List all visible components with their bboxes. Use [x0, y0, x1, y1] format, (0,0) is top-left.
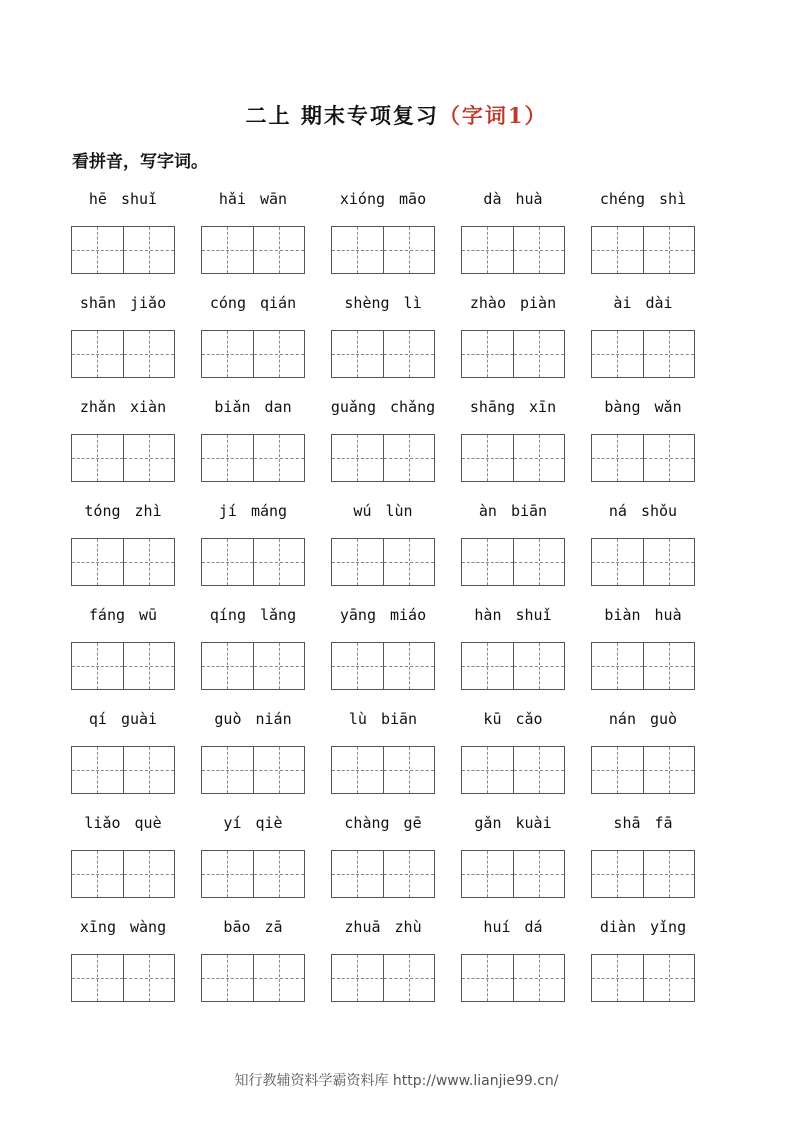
pinyin-label [590, 918, 696, 936]
tianzige-box[interactable] [202, 955, 253, 1001]
tianzige-box[interactable] [592, 539, 643, 585]
exercise-grid [70, 186, 720, 1018]
exercise-row [70, 602, 720, 706]
tianzige-box[interactable] [592, 227, 643, 273]
writing-boxes [331, 330, 435, 378]
pinyin-syllable: qí [88, 710, 107, 728]
pinyin-syllable: qián [260, 294, 297, 312]
tianzige-box[interactable] [253, 851, 305, 897]
pinyin-label [590, 814, 696, 832]
exercise-item [200, 394, 330, 498]
pinyin-label [330, 710, 436, 728]
pinyin-label [460, 710, 566, 728]
pinyin-label [330, 606, 436, 624]
pinyin-label [70, 918, 176, 936]
tianzige-box[interactable] [253, 539, 305, 585]
tianzige-box[interactable] [513, 331, 565, 377]
exercise-item [460, 602, 590, 706]
pinyin-syllable: hǎi [218, 190, 246, 208]
pinyin-syllable: lù [348, 710, 367, 728]
pinyin-label [460, 606, 566, 624]
exercise-item [200, 602, 330, 706]
exercise-item [200, 706, 330, 810]
tianzige-box[interactable] [332, 539, 383, 585]
pinyin-label [330, 294, 436, 312]
pinyin-syllable: cǎo [515, 710, 543, 728]
tianzige-box[interactable] [643, 227, 695, 273]
writing-boxes [591, 538, 695, 586]
tianzige-box[interactable] [332, 643, 383, 689]
writing-boxes [331, 642, 435, 690]
pinyin-syllable: tóng [84, 502, 121, 520]
pinyin-syllable: guò [650, 710, 678, 728]
exercise-item [200, 290, 330, 394]
exercise-item [460, 290, 590, 394]
writing-boxes [461, 330, 565, 378]
exercise-item [330, 394, 460, 498]
tianzige-box[interactable] [332, 851, 383, 897]
pinyin-syllable: xióng [339, 190, 386, 208]
exercise-item [330, 498, 460, 602]
pinyin-label [70, 710, 176, 728]
pinyin-label [590, 294, 696, 312]
pinyin-label [70, 814, 176, 832]
pinyin-syllable: cóng [209, 294, 246, 312]
pinyin-syllable: guǎng [330, 398, 376, 416]
tianzige-box[interactable] [253, 747, 305, 793]
tianzige-box[interactable] [383, 435, 435, 481]
pinyin-syllable: wān [260, 190, 288, 208]
tianzige-box[interactable] [202, 747, 253, 793]
tianzige-box[interactable] [253, 955, 305, 1001]
pinyin-label [330, 398, 436, 416]
pinyin-syllable: xīn [529, 398, 557, 416]
tianzige-box[interactable] [643, 643, 695, 689]
pinyin-syllable: shì [659, 190, 687, 208]
tianzige-box[interactable] [643, 747, 695, 793]
writing-boxes [461, 434, 565, 482]
title-main: 二上 期末专项复习 [245, 103, 439, 128]
tianzige-box[interactable] [123, 539, 175, 585]
pinyin-syllable: máng [250, 502, 288, 520]
tianzige-box[interactable] [643, 331, 695, 377]
tianzige-box[interactable] [462, 539, 513, 585]
pinyin-syllable: huí [483, 918, 511, 936]
pinyin-syllable: lùn [385, 502, 413, 520]
writing-boxes [201, 226, 305, 274]
pinyin-syllable: hē [88, 190, 107, 208]
tianzige-box[interactable] [513, 955, 565, 1001]
pinyin-syllable: biǎn [214, 398, 251, 416]
tianzige-box[interactable] [202, 331, 253, 377]
pinyin-syllable: bāo [223, 918, 251, 936]
tianzige-box[interactable] [513, 435, 565, 481]
tianzige-box[interactable] [72, 955, 123, 1001]
writing-boxes [591, 434, 695, 482]
writing-boxes [591, 330, 695, 378]
tianzige-box[interactable] [513, 643, 565, 689]
tianzige-box[interactable] [332, 331, 383, 377]
pinyin-syllable: xiàn [130, 398, 167, 416]
pinyin-syllable: yí [223, 814, 242, 832]
tianzige-box[interactable] [123, 435, 175, 481]
tianzige-box[interactable] [592, 955, 643, 1001]
pinyin-syllable: què [134, 814, 162, 832]
pinyin-label [460, 398, 566, 416]
exercise-item [590, 290, 720, 394]
exercise-item [70, 186, 200, 290]
tianzige-box[interactable] [462, 227, 513, 273]
exercise-item [200, 186, 330, 290]
writing-boxes [331, 954, 435, 1002]
exercise-row [70, 394, 720, 498]
tianzige-box[interactable] [253, 435, 305, 481]
tianzige-box[interactable] [332, 227, 383, 273]
pinyin-syllable: shā [613, 814, 641, 832]
writing-boxes [461, 746, 565, 794]
tianzige-box[interactable] [123, 851, 175, 897]
pinyin-syllable: shān [79, 294, 116, 312]
pinyin-syllable: huà [654, 606, 682, 624]
pinyin-syllable: chéng [599, 190, 646, 208]
tianzige-box[interactable] [592, 435, 643, 481]
tianzige-box[interactable] [253, 331, 305, 377]
writing-boxes [201, 538, 305, 586]
writing-boxes [71, 226, 175, 274]
pinyin-label [330, 814, 436, 832]
pinyin-syllable: chǎng [390, 398, 436, 416]
exercise-item [460, 914, 590, 1018]
pinyin-syllable: zhào [469, 294, 506, 312]
pinyin-label [70, 190, 176, 208]
exercise-item [590, 602, 720, 706]
pinyin-syllable: bàng [604, 398, 641, 416]
writing-boxes [591, 746, 695, 794]
exercise-item [590, 810, 720, 914]
tianzige-box[interactable] [123, 747, 175, 793]
tianzige-box[interactable] [592, 851, 643, 897]
writing-boxes [201, 642, 305, 690]
pinyin-syllable: guò [214, 710, 242, 728]
writing-boxes [71, 954, 175, 1002]
pinyin-label [200, 502, 306, 520]
pinyin-syllable: shāng [469, 398, 516, 416]
exercise-row [70, 186, 720, 290]
tianzige-box[interactable] [202, 435, 253, 481]
tianzige-box[interactable] [462, 643, 513, 689]
exercise-row [70, 498, 720, 602]
pinyin-syllable: gē [403, 814, 422, 832]
pinyin-label [590, 190, 696, 208]
pinyin-syllable: māo [399, 190, 427, 208]
writing-boxes [331, 226, 435, 274]
writing-boxes [201, 850, 305, 898]
tianzige-box[interactable] [643, 955, 695, 1001]
pinyin-label [70, 502, 176, 520]
exercise-item [460, 706, 590, 810]
pinyin-syllable: hàn [474, 606, 502, 624]
exercise-row [70, 810, 720, 914]
writing-boxes [461, 850, 565, 898]
pinyin-syllable: gǎn [474, 814, 502, 832]
writing-boxes [591, 642, 695, 690]
tianzige-box[interactable] [202, 227, 253, 273]
pinyin-syllable: ná [608, 502, 627, 520]
pinyin-label [590, 502, 696, 520]
page-title [0, 100, 793, 130]
pinyin-label [70, 294, 176, 312]
exercise-item [70, 498, 200, 602]
writing-boxes [71, 746, 175, 794]
pinyin-syllable: diàn [599, 918, 636, 936]
tianzige-box[interactable] [592, 747, 643, 793]
pinyin-syllable: lǎng [260, 606, 297, 624]
pinyin-syllable: dà [483, 190, 502, 208]
exercise-item [330, 706, 460, 810]
pinyin-syllable: dài [645, 294, 673, 312]
exercise-item [200, 810, 330, 914]
pinyin-syllable: wú [353, 502, 372, 520]
pinyin-syllable: xīng [79, 918, 116, 936]
writing-boxes [461, 538, 565, 586]
writing-boxes [461, 226, 565, 274]
writing-boxes [461, 954, 565, 1002]
tianzige-box[interactable] [202, 643, 253, 689]
exercise-item [70, 394, 200, 498]
pinyin-syllable: chàng [344, 814, 390, 832]
tianzige-box[interactable] [123, 331, 175, 377]
tianzige-box[interactable] [202, 851, 253, 897]
pinyin-label [590, 398, 696, 416]
pinyin-syllable: jiǎo [130, 294, 167, 312]
exercise-item [330, 186, 460, 290]
writing-boxes [591, 226, 695, 274]
exercise-item [590, 394, 720, 498]
tianzige-box[interactable] [72, 331, 123, 377]
pinyin-label [200, 294, 306, 312]
tianzige-box[interactable] [72, 539, 123, 585]
pinyin-syllable: biān [510, 502, 548, 520]
pinyin-syllable: shuǐ [515, 606, 552, 624]
tianzige-box[interactable] [592, 643, 643, 689]
writing-boxes [591, 954, 695, 1002]
exercise-item [70, 810, 200, 914]
pinyin-syllable: wǎn [654, 398, 682, 416]
pinyin-syllable: zhù [394, 918, 422, 936]
tianzige-box[interactable] [123, 227, 175, 273]
writing-boxes [201, 954, 305, 1002]
exercise-item [70, 290, 200, 394]
pinyin-label [70, 606, 176, 624]
pinyin-label [200, 710, 306, 728]
exercise-item [460, 394, 590, 498]
exercise-item [590, 914, 720, 1018]
pinyin-syllable: miáo [390, 606, 427, 624]
tianzige-box[interactable] [643, 851, 695, 897]
pinyin-label [460, 190, 566, 208]
tianzige-box[interactable] [72, 227, 123, 273]
pinyin-syllable: liǎo [84, 814, 121, 832]
pinyin-label [200, 918, 306, 936]
tianzige-box[interactable] [513, 747, 565, 793]
footer-text: 知行教辅资料学霸资料库 http://www.lianjie99.cn/ [234, 1073, 559, 1089]
pinyin-label [590, 606, 696, 624]
pinyin-syllable: ài [613, 294, 632, 312]
pinyin-syllable: zhǎn [79, 398, 116, 416]
pinyin-label [460, 918, 566, 936]
tianzige-box[interactable] [462, 331, 513, 377]
tianzige-box[interactable] [202, 539, 253, 585]
tianzige-box[interactable] [383, 331, 435, 377]
pinyin-syllable: zā [264, 918, 283, 936]
pinyin-label [460, 814, 566, 832]
tianzige-box[interactable] [253, 227, 305, 273]
pinyin-syllable: jí [218, 502, 237, 520]
exercise-item [460, 498, 590, 602]
writing-boxes [331, 538, 435, 586]
writing-boxes [201, 434, 305, 482]
pinyin-label [330, 502, 436, 520]
pinyin-syllable: fā [654, 814, 673, 832]
exercise-row [70, 290, 720, 394]
tianzige-box[interactable] [123, 955, 175, 1001]
exercise-item [200, 498, 330, 602]
pinyin-label [330, 190, 436, 208]
pinyin-label [590, 710, 696, 728]
tianzige-box[interactable] [592, 331, 643, 377]
exercise-item [330, 914, 460, 1018]
instruction-text: 看拼音，写字词。 [72, 152, 208, 172]
pinyin-label [330, 918, 436, 936]
tianzige-box[interactable] [332, 955, 383, 1001]
exercise-item [70, 602, 200, 706]
writing-boxes [71, 642, 175, 690]
tianzige-box[interactable] [383, 643, 435, 689]
exercise-item [70, 914, 200, 1018]
exercise-item [590, 186, 720, 290]
tianzige-box[interactable] [253, 643, 305, 689]
pinyin-syllable: wū [139, 606, 158, 624]
tianzige-box[interactable] [462, 851, 513, 897]
pinyin-label [200, 190, 306, 208]
pinyin-label [200, 398, 306, 416]
tianzige-box[interactable] [72, 747, 123, 793]
tianzige-box[interactable] [462, 435, 513, 481]
tianzige-box[interactable] [383, 955, 435, 1001]
tianzige-box[interactable] [72, 851, 123, 897]
tianzige-box[interactable] [513, 539, 565, 585]
pinyin-syllable: qíng [209, 606, 246, 624]
pinyin-syllable: lì [403, 294, 422, 312]
tianzige-box[interactable] [462, 955, 513, 1001]
pinyin-label [200, 814, 306, 832]
pinyin-syllable: dan [264, 398, 292, 416]
pinyin-syllable: zhuā [344, 918, 381, 936]
pinyin-syllable: wàng [130, 918, 167, 936]
tianzige-box[interactable] [513, 851, 565, 897]
pinyin-syllable: qiè [255, 814, 283, 832]
exercise-item [200, 914, 330, 1018]
tianzige-box[interactable] [643, 435, 695, 481]
title-sub: （字词1） [438, 103, 548, 128]
exercise-item [330, 810, 460, 914]
exercise-item [460, 810, 590, 914]
writing-boxes [331, 434, 435, 482]
exercise-item [590, 498, 720, 602]
writing-boxes [71, 330, 175, 378]
writing-boxes [71, 538, 175, 586]
tianzige-box[interactable] [383, 851, 435, 897]
pinyin-syllable: kū [483, 710, 502, 728]
pinyin-syllable: shǒu [640, 502, 678, 520]
writing-boxes [71, 434, 175, 482]
pinyin-syllable: àn [478, 502, 497, 520]
tianzige-box[interactable] [72, 643, 123, 689]
tianzige-box[interactable] [332, 747, 383, 793]
tianzige-box[interactable] [513, 227, 565, 273]
exercise-row [70, 914, 720, 1018]
writing-boxes [461, 642, 565, 690]
writing-boxes [331, 746, 435, 794]
pinyin-syllable: shèng [344, 294, 390, 312]
pinyin-syllable: fáng [88, 606, 126, 624]
writing-boxes [331, 850, 435, 898]
exercise-item [330, 290, 460, 394]
pinyin-syllable: nián [255, 710, 292, 728]
writing-boxes [201, 330, 305, 378]
exercise-item [70, 706, 200, 810]
pinyin-syllable: biān [380, 710, 418, 728]
pinyin-syllable: guài [120, 710, 158, 728]
tianzige-box[interactable] [123, 643, 175, 689]
pinyin-label [70, 398, 176, 416]
pinyin-syllable: yāng [339, 606, 376, 624]
pinyin-syllable: nán [608, 710, 636, 728]
tianzige-box[interactable] [383, 227, 435, 273]
exercise-item [460, 186, 590, 290]
writing-boxes [591, 850, 695, 898]
pinyin-label [460, 294, 566, 312]
tianzige-box[interactable] [72, 435, 123, 481]
pinyin-label [200, 606, 306, 624]
tianzige-box[interactable] [383, 539, 435, 585]
writing-boxes [201, 746, 305, 794]
tianzige-box[interactable] [383, 747, 435, 793]
pinyin-syllable: kuài [515, 814, 552, 832]
pinyin-syllable: huà [515, 190, 543, 208]
exercise-item [590, 706, 720, 810]
pinyin-syllable: shuǐ [120, 190, 158, 208]
tianzige-box[interactable] [643, 539, 695, 585]
pinyin-syllable: piàn [520, 294, 557, 312]
pinyin-syllable: biàn [604, 606, 641, 624]
tianzige-box[interactable] [462, 747, 513, 793]
writing-boxes [71, 850, 175, 898]
pinyin-syllable: yǐng [650, 918, 687, 936]
pinyin-syllable: dá [524, 918, 543, 936]
tianzige-box[interactable] [332, 435, 383, 481]
exercise-item [330, 602, 460, 706]
pinyin-label [460, 502, 566, 520]
exercise-row [70, 706, 720, 810]
pinyin-syllable: zhì [134, 502, 162, 520]
